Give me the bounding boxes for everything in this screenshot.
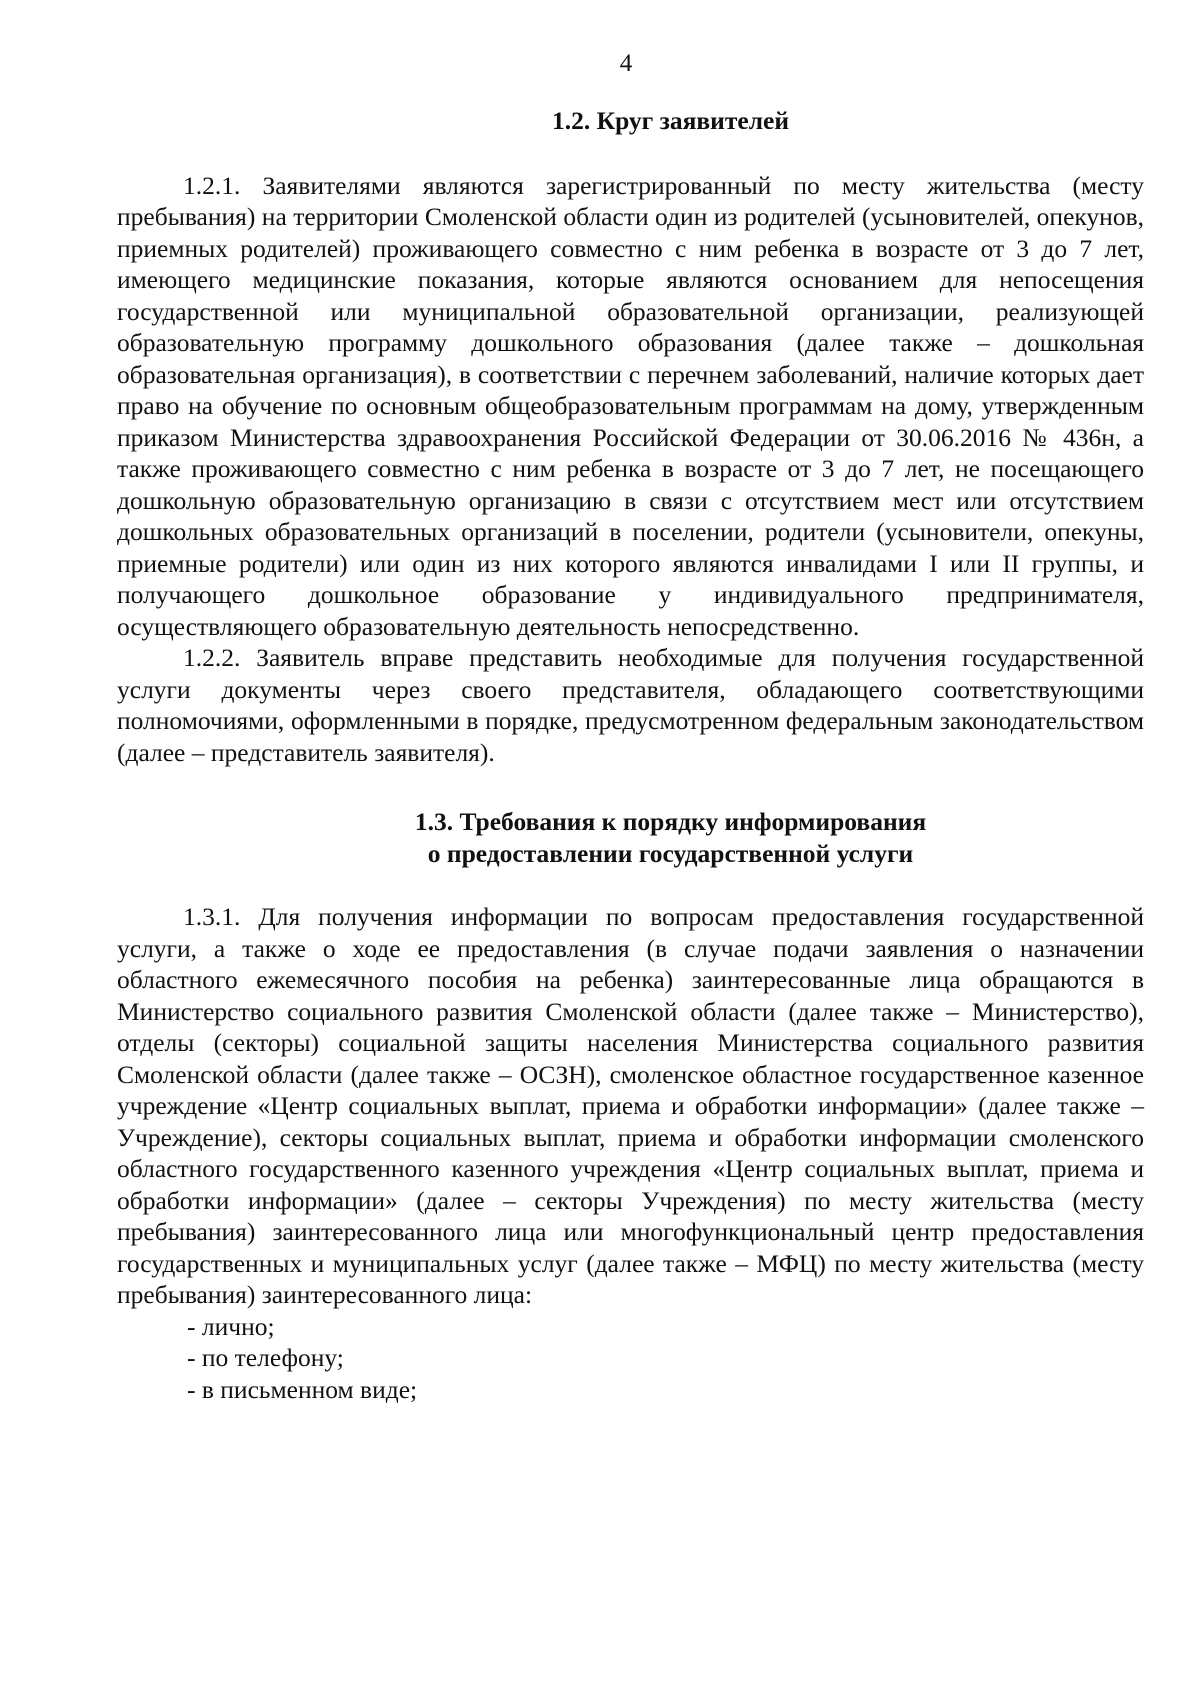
paragraph-1-2-2: 1.2.2. Заявитель вправе представить необходимые для получения государственной услуги документы через своего представителя, обладающего соответствующими полномочиями, оформленными в порядке, предусмотренном федеральным законодательством (далее – представитель заявителя). xyxy=(117,643,1144,767)
section-heading-1-3 xyxy=(117,806,1144,869)
document-body xyxy=(117,105,1144,1405)
paragraph-1-3-1: 1.3.1. Для получения информации по вопросам предоставления государственной услуги, а также о ходе ее предоставления (в случае подачи заявления о назначении областного ежемесячного пособия на ребенка) заинтересованные лица обращаются в Министерство социального развития Смоленской области (далее также – Министерство), отделы (секторы) социальной защиты населения Министерства социального развития Смоленской области (далее также – ОСЗН), смоленское областное государственное казенное учреждение «Центр социальных выплат, приема и обработки информации» (далее также – Учреждение), секторы социальных выплат, приема и обработки информации смоленского областного государственного казенного учреждения «Центр социальных выплат, приема и обработки информации» (далее – секторы Учреждения) по месту жительства (месту пребывания) заинтересованного лица или многофункциональный центр предоставления государственных и муниципальных услуг (далее также – МФЦ) по месту жительства (месту пребывания) заинтересованного лица: xyxy=(117,902,1144,1309)
list-item-by-phone: - по телефону; xyxy=(187,1343,344,1372)
section-heading-1-3-line1: 1.3. Требования к порядку информирования xyxy=(414,807,927,836)
page-number: 4 xyxy=(619,50,633,77)
paragraph-1-2-1: 1.2.1. Заявителями являются зарегистрированный по месту жительства (месту пребывания) на территории Смоленской области один из родителей (усыновителей, опекунов, приемных родителей) проживающего совместно с ним ребенка в возрасте от 3 до 7 лет, имеющего медицинские показания, которые являются основанием для непосещения государственной или муниципальной образовательной организации, реализующей образовательную программу дошкольного образования (далее также – дошкольная образовательная организация), в соответствии с перечнем заболеваний, наличие которых дает право на обучение по основным общеобразовательным программам на дому, утвержденным приказом Министерства здравоохранения Российской Федерации от 30.06.2016 № 436н, а также проживающего совместно с ним ребенка в возрасте от 3 до 7 лет, не посещающего дошкольную образовательную организацию в связи с отсутствием мест или отсутствием дошкольных образовательных организаций в поселении, родители (усыновители, опекуны, приемные родители) или один из них которого являются инвалидами I или II группы, и получающего дошкольное образование у индивидуального предпринимателя, осуществляющего образовательную деятельность непосредственно. xyxy=(117,170,1144,641)
section-heading-1-3-line2: о предоставлении государственной услуги xyxy=(427,838,914,868)
list-item-in-writing: - в письменном виде; xyxy=(187,1374,418,1404)
section-heading-1-2: 1.2. Круг заявителей xyxy=(551,106,790,135)
list-item-in-person: - лично; xyxy=(187,1311,275,1341)
